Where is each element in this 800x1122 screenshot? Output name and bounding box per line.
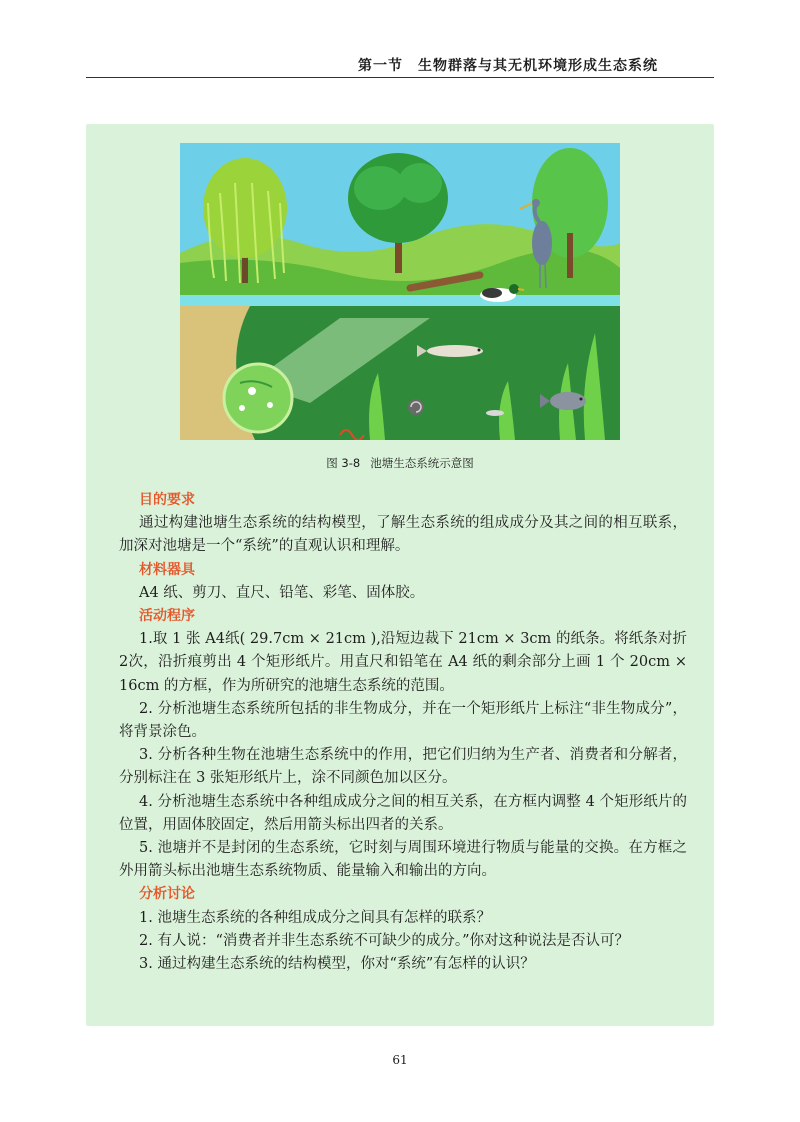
paragraph: 3. 通过构建生态系统的结构模型，你对“系统”有怎样的认识？: [139, 956, 535, 973]
figure-caption-text: 池塘生态系统示意图: [370, 456, 474, 470]
paragraph: 3. 分析各种生物在池塘生态系统中的作用，把它们归纳为生产者、消费者和分解者，分别标注在 3 张矩形纸片上，涂不同颜色加以区分。: [119, 747, 687, 787]
running-header: [0, 0, 800, 80]
paragraph: 1.取 1 张 A4纸( 29.7cm × 21cm ),沿短边裁下 21cm × 3cm 的纸条。将纸条对折 2次，沿折痕剪出 4 个矩形纸片。用直尺和铅笔在 A4 纸的剩余部分上画 1 个 20cm × 16cm 的方框，作为所研究的池塘生态系统的范围。: [119, 631, 687, 694]
section-heading: 分析讨论: [139, 886, 195, 903]
activity-content: [119, 489, 687, 976]
header-rule: [86, 77, 714, 78]
paragraph: 通过构建池塘生态系统的结构模型，了解生态系统的组成成分及其之间的相互联系，加深对池塘是一个“系统”的直观认识和理解。: [119, 515, 687, 555]
microscope-inset-icon: [224, 364, 292, 432]
section-heading: 材料器具: [139, 561, 195, 578]
section-heading: 活动程序: [139, 608, 195, 625]
pond-illustration: [180, 143, 620, 440]
page-number: 61: [392, 1053, 408, 1067]
section-heading: 目的要求: [139, 492, 195, 508]
chapter-section-title: 第一节 生物群落与其无机环境形成生态系统: [358, 58, 658, 74]
water-surface: [180, 295, 620, 307]
snail-icon: [408, 399, 424, 415]
paragraph: 1. 池塘生态系统的各种组成成分之间具有怎样的联系？: [139, 909, 491, 926]
paragraph: 5. 池塘并不是封闭的生态系统，它时刻与周围环境进行物质与能量的交换。在方框之外用箭头标出池塘生态系统物质、能量输入和输出的方向。: [119, 840, 687, 880]
paragraph: 2. 分析池塘生态系统所包括的非生物成分，并在一个矩形纸片上标注“非生物成分”，将背景涂色。: [119, 700, 687, 741]
paragraph: 2. 有人说：“消费者并非生态系统不可缺少的成分。”你对这种说法是否认可？: [139, 932, 630, 949]
figure-caption: [180, 455, 620, 471]
paragraph: A4 纸、剪刀、直尺、铅笔、彩笔、固体胶。: [139, 584, 425, 601]
small-fish: [486, 410, 504, 416]
pond-ecosystem-figure: [180, 143, 620, 440]
figure-number: 图 3-8: [326, 456, 361, 470]
paragraph: 4. 分析池塘生态系统中各种组成成分之间的相互关系，在方框内调整 4 个矩形纸片的位置，用固体胶固定，然后用箭头标出四者的关系。: [119, 793, 687, 833]
